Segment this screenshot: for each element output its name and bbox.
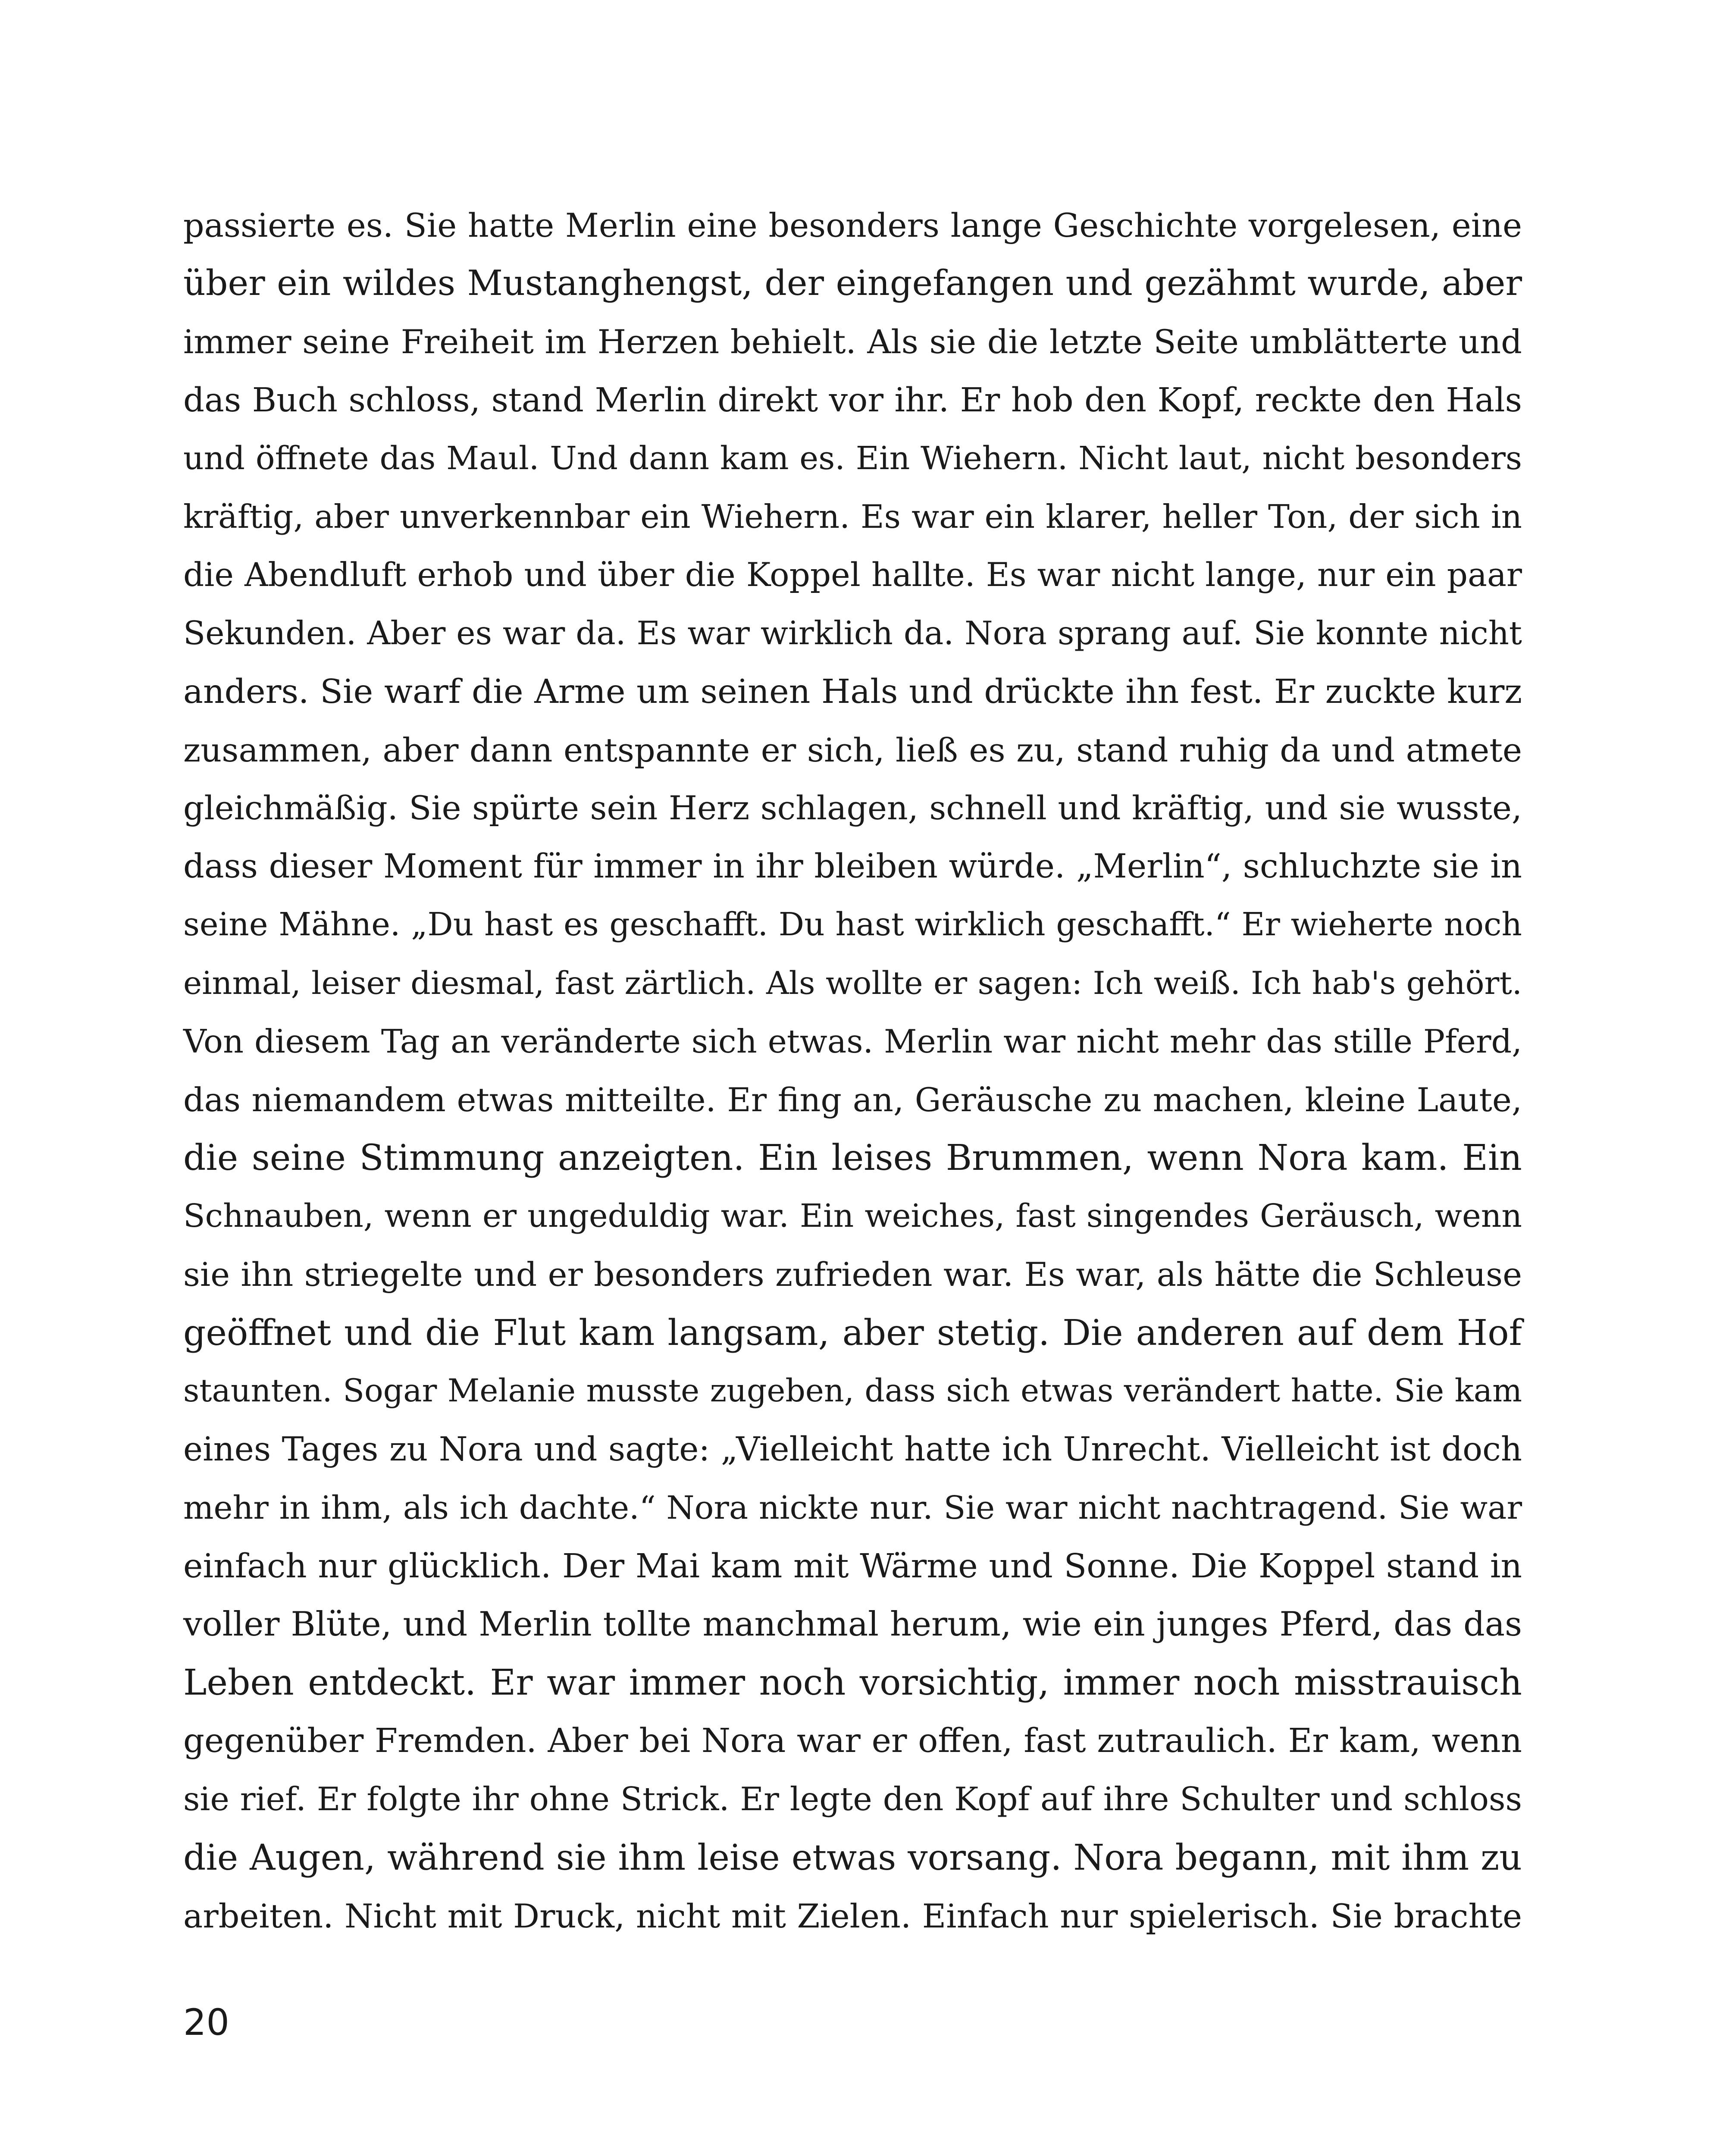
page-number: 20: [183, 2001, 229, 2043]
body-text: [183, 196, 1522, 1945]
text-line: die seine Stimmung anzeigten. Ein leises Brummen, wenn Nora kam. Ein: [183, 1138, 1522, 1179]
text-line: geöffnet und die Flut kam langsam, aber stetig. Die anderen auf dem Hof: [183, 1312, 1522, 1354]
text-line: die Augen, während sie ihm leise etwas vorsang. Nora begann, mit ihm zu: [183, 1837, 1522, 1878]
text-line: arbeiten. Nicht mit Druck, nicht mit Zielen. Einfach nur spielerisch. Sie brachte: [183, 1896, 1522, 1935]
text-line: Von diesem Tag an veränderte sich etwas. Merlin war nicht mehr das stille Pferd,: [183, 1022, 1522, 1060]
text-line: eines Tages zu Nora und sagte: „Vielleicht hatte ich Unrecht. Vielleicht ist doch: [183, 1430, 1522, 1469]
text-line: immer seine Freiheit im Herzen behielt. Als sie die letzte Seite umblätterte und: [183, 323, 1522, 361]
text-line: passierte es. Sie hatte Merlin eine besonders lange Geschichte vorgelesen, eine: [183, 206, 1522, 244]
text-line: gleichmäßig. Sie spürte sein Herz schlagen, schnell und kräftig, und sie wusste,: [183, 789, 1522, 827]
text-line: Schnauben, wenn er ungeduldig war. Ein weiches, fast singendes Geräusch, wenn: [183, 1197, 1522, 1235]
text-line: einmal, leiser diesmal, fast zärtlich. Als wollte er sagen: Ich weiß. Ich hab's gehört.: [183, 965, 1522, 1002]
text-line: Sekunden. Aber es war da. Es war wirklich da. Nora sprang auf. Sie konnte nicht: [183, 614, 1522, 652]
text-line: Leben entdeckt. Er war immer noch vorsichtig, immer noch misstrauisch: [183, 1662, 1522, 1704]
text-line: mehr in ihm, als ich dachte.“ Nora nickte nur. Sie war nicht nachtragend. Sie war: [183, 1489, 1522, 1527]
text-line: das niemandem etwas mitteilte. Er fing an, Geräusche zu machen, kleine Laute,: [183, 1081, 1522, 1119]
text-line: kräftig, aber unverkennbar ein Wiehern. Es war ein klarer, heller Ton, der sich in: [183, 498, 1522, 536]
text-line: sie rief. Er folgte ihr ohne Strick. Er legte den Kopf auf ihre Schulter und schloss: [183, 1780, 1522, 1818]
text-line: einfach nur glücklich. Der Mai kam mit Wärme und Sonne. Die Koppel stand in: [183, 1547, 1522, 1586]
text-line: gegenüber Fremden. Aber bei Nora war er offen, fast zutraulich. Er kam, wenn: [183, 1722, 1522, 1761]
text-line: sie ihn striegelte und er besonders zufrieden war. Es war, als hätte die Schleuse: [183, 1255, 1522, 1294]
text-line: voller Blüte, und Merlin tollte manchmal herum, wie ein junges Pferd, das das: [183, 1604, 1522, 1644]
text-line: und öffnete das Maul. Und dann kam es. Ein Wiehern. Nicht laut, nicht besonders: [183, 439, 1522, 477]
text-line: seine Mähne. „Du hast es geschafft. Du hast wirklich geschafft.“ Er wieherte noch: [183, 906, 1522, 943]
text-line: das Buch schloss, stand Merlin direkt vor ihr. Er hob den Kopf, reckte den Hals: [183, 381, 1522, 420]
text-line: dass dieser Moment für immer in ihr bleiben würde. „Merlin“, schluchzte sie in: [183, 847, 1522, 886]
text-line: über ein wildes Mustanghengst, der eingefangen und gezähmt wurde, aber: [183, 263, 1522, 304]
text-line: staunten. Sogar Melanie musste zugeben, dass sich etwas verändert hatte. Sie kam: [183, 1373, 1522, 1410]
text-line: die Abendluft erhob und über die Koppel hallte. Es war nicht lange, nur ein paar: [183, 556, 1522, 594]
text-line: anders. Sie warf die Arme um seinen Hals und drückte ihn fest. Er zuckte kurz: [183, 672, 1522, 711]
text-line: zusammen, aber dann entspannte er sich, ließ es zu, stand ruhig da und atmete: [183, 730, 1522, 769]
